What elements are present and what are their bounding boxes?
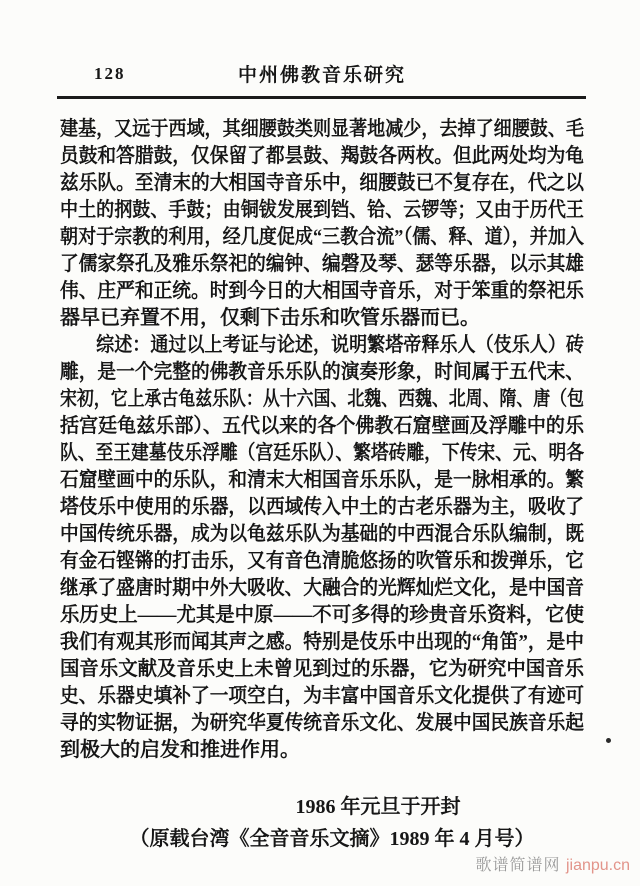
text-line: 到极大的启发和推进作用。	[60, 739, 300, 761]
page-number: 128	[94, 64, 126, 83]
text-line: 我们有观其形而闻其声之感。特别是伎乐中出现的“角笛”，是中	[60, 631, 584, 653]
text-line: 中土的㧏鼓、手鼓；由铜钹发展到铛、铪、云锣等；又由于历代王	[60, 199, 584, 221]
text-line: 队、至王建墓伎乐浮雕（宫廷乐队）、繁塔砖雕，下传宋、元、明各	[60, 442, 584, 464]
header-rule	[57, 96, 586, 99]
footer-dateline: 1986 年元旦于开封	[295, 796, 461, 818]
text-line: 综述：通过以上考证与论述，说明繁塔帝释乐人（伎乐人）砖	[60, 334, 584, 356]
text-line: 宋初，它上承古龟兹乐队：从十六国、北魏、西魏、北周、隋、唐（包	[60, 388, 584, 410]
text-line: 有金石铿锵的打击乐，又有音色清脆悠扬的吹管乐和拨弹乐，它	[60, 550, 584, 572]
body-text-block	[60, 116, 584, 764]
watermark	[475, 852, 630, 875]
text-line: 兹乐队。至清末的大相国寺音乐中，细腰鼓已不复存在，代之以	[60, 172, 584, 194]
text-line: 伟、庄严和正统。时到今日的大相国寺音乐，对于笨重的祭祀乐	[60, 280, 584, 302]
watermark-site-url: jianpu.cn	[565, 857, 630, 874]
text-line: 员鼓和答腊鼓，仅保留了都昙鼓、羯鼓各两枚。但此两处均为龟	[60, 145, 584, 167]
text-line: 继承了盛唐时期中外大吸收、大融合的光辉灿烂文化，是中国音	[60, 577, 584, 599]
scan-speck	[606, 738, 611, 743]
text-line: 中国传统乐器，成为以龟兹乐队为基础的中西混合乐队编制，既	[60, 523, 584, 545]
text-line: 史、乐器史填补了一项空白，为丰富中国音乐文化提供了有迹可	[60, 685, 584, 707]
text-line: 括宫廷龟兹乐部）、五代以来的各个佛教石窟壁画及浮雕中的乐	[60, 415, 584, 437]
text-line: 了儒家祭孔及雅乐祭祀的编钟、编磬及琴、瑟等乐器，以示其雄	[60, 253, 584, 275]
text-line: 雕，是一个完整的佛教音乐乐队的演奏形象，时间属于五代末、	[60, 361, 584, 383]
text-line: 乐历史上——尤其是中原——不可多得的珍贵音乐资料，它使	[60, 604, 584, 626]
text-line: 建基，又远于西域，其细腰鼓类则显著地减少，去掉了细腰鼓、毛	[60, 118, 584, 140]
text-line: 塔伎乐中使用的乐器，以西域传入中土的古老乐器为主，吸收了	[60, 496, 584, 518]
text-line: 器早已弃置不用，仅剩下击乐和吹管乐器而已。	[60, 307, 480, 329]
text-line: 石窟壁画中的乐队，和清末大相国音乐乐队，是一脉相承的。繁	[60, 469, 584, 491]
text-line: 国音乐文献及音乐史上未曾见到过的乐器，它为研究中国音乐	[60, 658, 584, 680]
footer-source: （原载台湾《全音音乐文摘》1989 年 4 月号）	[129, 828, 535, 850]
watermark-site-name: 歌谱简谱网	[475, 857, 561, 874]
text-line: 寻的实物证据，为研究华夏传统音乐文化、发展中国民族音乐起	[60, 712, 584, 734]
text-line: 朝对于宗教的利用，经几度促成“三教合流”（儒、释、道），并加入	[60, 226, 584, 248]
running-head-title: 中州佛教音乐研究	[237, 65, 406, 86]
